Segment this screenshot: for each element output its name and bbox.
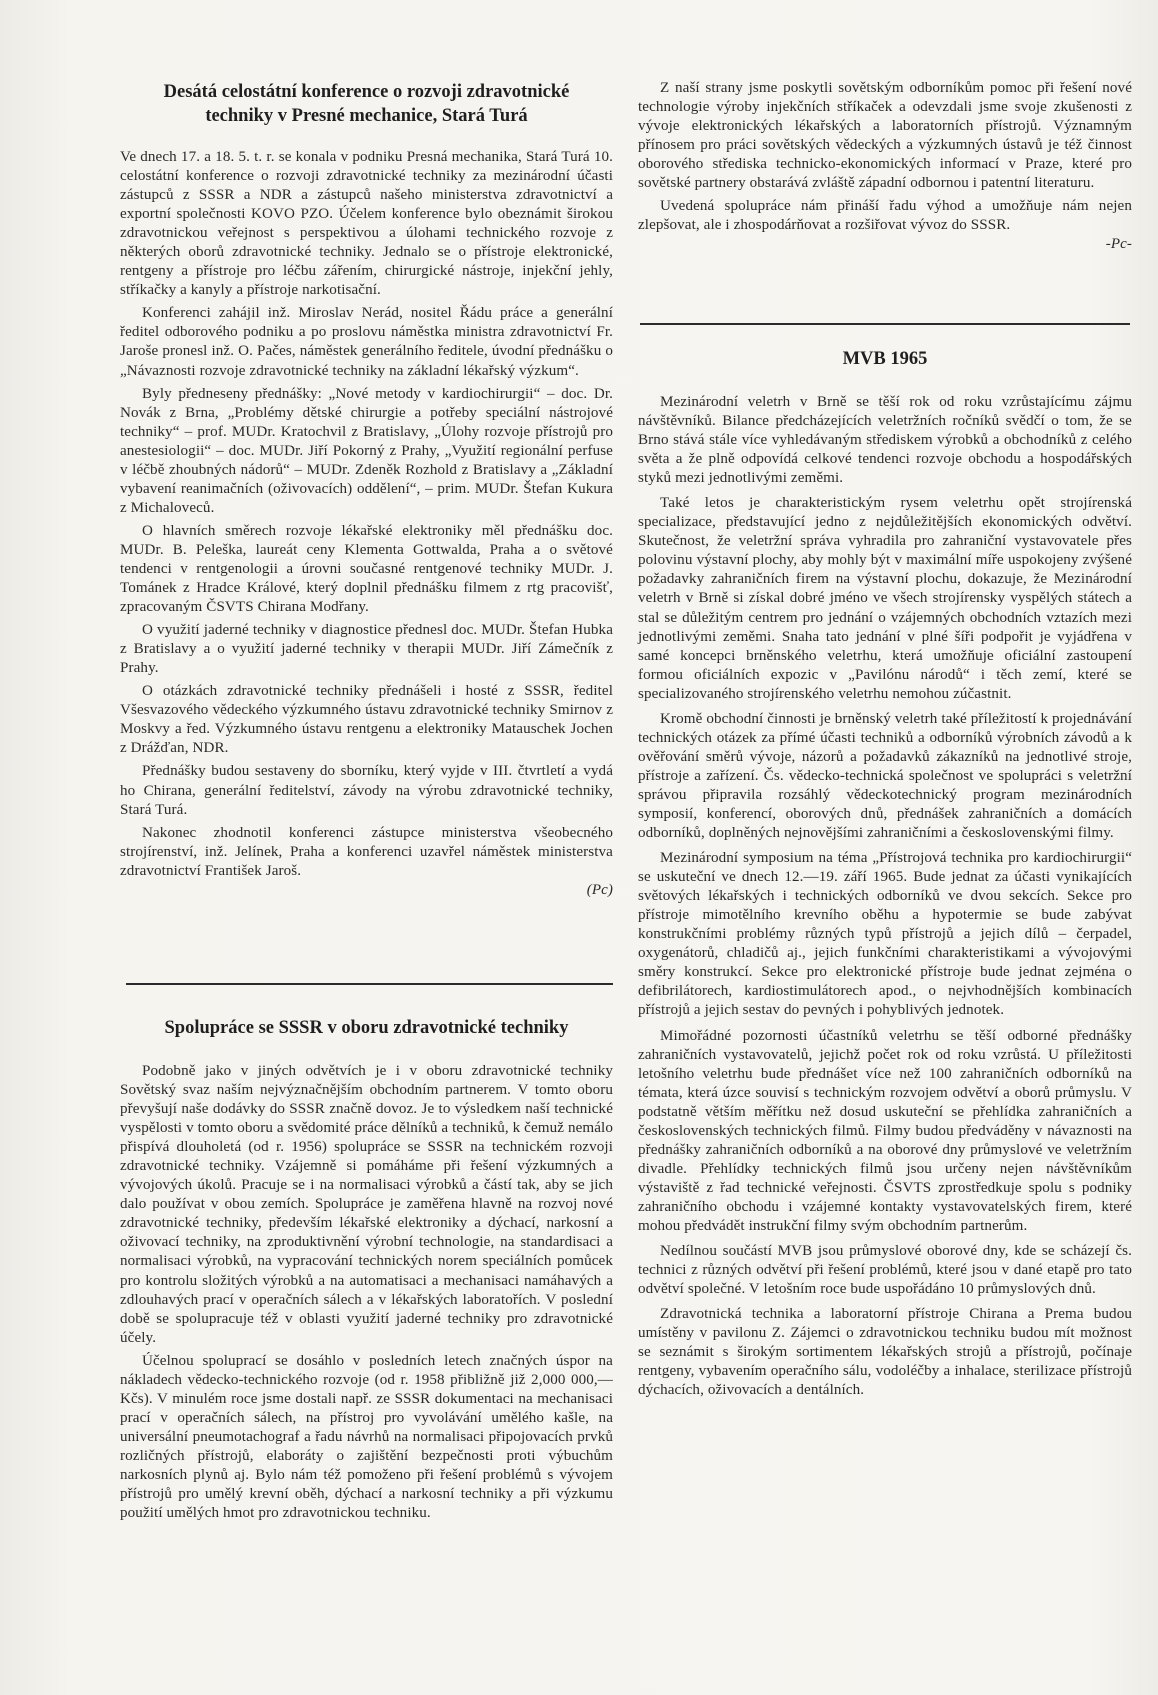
paragraph: Mezinárodní symposium na téma „Přístrojová technika pro kardiochirurgii“ se uskuteční ve dnech 12.—19. září 1965. Bude jednat za účasti vynikajících světových lékařských i technických odborníků ve dvou sekcích. Sekce pro přístroje mimotělního krevního oběhu a hypotermie se bude zabývat konstrukčními problémy různých typů přístrojů a jejich dílů – čerpadel, oxygenátorů, chladičů aj., jejich funkčními charakteristikami a vývojovými směry konstrukcí. Sekce pro elektronické přístroje bude jednat zejména o defibrilátorech, kardiostimulátorech apod., o nejvhodnějších kombinacích přístrojů a jejich sestav do pevných i pohyblivých jednotek. bbox=[638, 850, 1132, 1019]
paragraph: O využití jaderné techniky v diagnostice přednesl doc. MUDr. Štefan Hubka z Bratislavy a o využití jaderné techniky v therapii MUDr. Jiří Zámečník z Prahy. bbox=[120, 622, 613, 677]
author-signature: -Pc- bbox=[1105, 236, 1132, 253]
article-mvb-1965 bbox=[638, 347, 1132, 1400]
paragraph: Přednášky budou sestaveny do sborníku, který vyjde v III. čtvrtletí a vydá ho Chirana, generální ředitelství, závody na výrobu zdravotnické techniky, Stará Turá. bbox=[120, 763, 613, 818]
paragraph: Mezinárodní veletrh v Brně se těší rok od roku vzrůstajícímu zájmu návštěvníků. Bilance předcházejících veletržních ročníků svědčí o tom, že se Brno stává stále více vyhledávaným střediskem výrobků a obchodníků z celého světa a že plně odpovídá celkové tendenci rozvoje obchodu a hospodářských styků mezi jednotlivými zeměmi. bbox=[638, 394, 1132, 487]
paragraph: Nakonec zhodnotil konferenci zástupce ministerstva všeobecného strojírenství, inž. Jelínek, Praha a konferenci uzavřel náměstek ministerstva zdravotnictví František Jaroš. bbox=[120, 824, 613, 879]
paragraph: Uvedená spolupráce nám přináší řadu výhod a umožňuje nám nejen zlepšovat, ale i zhospodárňovat a rozšiřovat vývoz do SSSR. bbox=[638, 198, 1132, 234]
paragraph: Byly předneseny přednášky: „Nové metody v kardiochirurgii“ – doc. Dr. Novák z Brna, „Problémy dětské chirurgie a potřeby speciální nástrojové techniky“ – prof. MUDr. Kratochvil z Bratislavy, „Úlohy rozvoje přístrojů pro anestesiologii“ – doc. MUDr. Jiří Pokorný z Prahy, „Využití regionální perfuse v léčbě zhoubných nádorů“ – MUDr. Zdeněk Rozhold z Bratislavy a „Základní vybavení reanimačních (oživovacích) oddělení“, – prim. MUDr. Štefan Kukura z Michaloveců. bbox=[120, 385, 613, 516]
paragraph: Z naší strany jsme poskytli sovětským odborníkům pomoc při řešení nové technologie výroby injekčních stříkaček a odevzdali jsme svoje zkušenosti z vývoje elektronických lékařských a laboratorních přístrojů. Významným přínosem pro práci sovětských vědeckých a výzkumných ústavů je též činnost oborového střediska technicko-ekonomických informací v Praze, které pro sovětské partnery obstarává zvláště západní odbornou i patentní literaturu. bbox=[638, 80, 1132, 192]
article-cooperation-continued bbox=[638, 79, 1132, 254]
paragraph: Zdravotnická technika a laboratorní přístroje Chirana a Prema budou umístěny v pavilonu Z. Zájemci o zdravotnickou techniku budou mít možnost se seznámit s širokým sortimentem lékařských strojů a přístrojů, počínaje rentgeny, vybavením operačního sálu, vodoléčby a inhalace, sterilizace přístrojů dýchacích, oživovacích a dentálních. bbox=[638, 1306, 1132, 1399]
article-conference bbox=[120, 80, 613, 900]
article-title: techniky v Presné mechanice, Stará Turá bbox=[205, 106, 528, 126]
paragraph: Podobně jako v jiných odvětvích je i v oboru zdravotnické techniky Sovětský svaz naším nejvýznačnějším obchodním partnerem. V tomto oboru převyšují naše dodávky do SSSR značně dovoz. Je to výsledkem naší technické vyspělosti v tomto oboru a svědomité práce dělníků a techniků, k čemuž nemálo přispívá dlouholetá (od r. 1956) spolupráce se SSSR na technickém rozvoji zdravotnické techniky. Vzájemně si pomáháme při řešení výzkumných a vývojových úkolů. Pracuje se i na normalisaci výrobků a částí tak, aby se jich dalo používat v obou zemích. Spolupráce je zaměřena hlavně na rozvoj nové zdravotnické techniky, především lékařské elektroniky a dýchací, narkosní a oživovací techniky, na zproduktivnění výrobní technologie, na standardisaci a normalisaci výrobků, na vypracování technických norem speciálních pomůcek pro kontrolu složitých výrobků a na automatisaci a mechanisaci namáhavých a zdlouhavých prací v operačních sálech a v lékařských laboratořích. V poslední době se spolupracuje též v oblasti využití jaderné techniky pro zdravotnické účely. bbox=[120, 1063, 613, 1346]
article-title: Spolupráce se SSSR v oboru zdravotnické techniky bbox=[164, 1018, 569, 1038]
section-divider bbox=[640, 323, 1130, 325]
paragraph: Mimořádné pozornosti účastníků veletrhu se těší odborné přednášky zahraničních vystavovatelů, jejichž počet rok od roku vzrůstá. U příležitosti letošního veletrhu bude přednášet více než 100 zahraničních odborníků na témata, která úzce souvisí s technickým rozvojem odvětví a oborů průmyslu. V podstatně větším měřítku než dosud uskuteční se přehlídka zahraničních a československých technických filmů. Filmy budou předváděny v návaznosti na přednášky zahraničních odborníků a na oborové dny průmyslové ve veletržním divadle. Přehlídky technických filmů jsou určeny nejen návštěvníkům výstaviště z řad technické veřejnosti. ČSVTS zprostředkuje spolu s podniky zahraničního obchodu i vzájemné kontakty vystavovatelských firem, které mohou předvádět instrukční filmy svým obchodním partnerům. bbox=[638, 1027, 1132, 1234]
paragraph: Ve dnech 17. a 18. 5. t. r. se konala v podniku Presná mechanika, Stará Turá 10. celostátní konference o rozvoji zdravotnické techniky za mezinárodní účasti zástupců z SSSR a NDR a zástupců našeho ministerstva zdravotnictví a exportní společnosti KOVO PZO. Účelem konference bylo obeznámit širokou zdravotnickou veřejnost s perspektivou a úlohami technického rozvoje z některých oborů zdravotnické techniky. Jednalo se o přístroje elektronické, rentgeny a přístroje pro léčbu zářením, chirurgické nástroje, injekční jehly, stříkačky a kanyly a přístroje narkotisační. bbox=[120, 149, 613, 299]
article-cooperation bbox=[120, 1016, 613, 1523]
paragraph: Konferenci zahájil inž. Miroslav Nerád, nositel Řádu práce a generální ředitel odborového podniku a po proslovu náměstka ministra zdravotnictví Fr. Jaroše pronesl inž. O. Pačes, náměstek generálního ředitele, úvodní přednášku o „Návaznosti rozvoje zdravotnické techniky na základní lékařský výzkum“. bbox=[120, 305, 613, 379]
article-title: Desátá celostátní konference o rozvoji zdravotnické bbox=[163, 82, 570, 102]
paragraph: O otázkách zdravotnické techniky přednášeli i hosté z SSSR, ředitel Všesvazového vědeckého výzkumného ústavu zdravotnické techniky Smirnov z Moskvy a řed. Výzkumného ústavu rentgenu a elektroniky Matauschek Jochen z Drážďan, NDR. bbox=[120, 683, 613, 757]
paragraph: Nedílnou součástí MVB jsou průmyslové oborové dny, kde se scházejí čs. technici z různých odvětví při řešení problémů, které jsou v dané etapě pro tato odvětví společné. V letošním roce bude uspořádáno 10 průmyslových dnů. bbox=[638, 1243, 1132, 1298]
paragraph: Účelnou spoluprací se dosáhlo v posledních letech značných úspor na nákladech vědecko-technického rozvoje (od r. 1958 přibližně již 2,000 000,— Kčs). V minulém roce jsme dostali např. ze SSSR dokumentaci na mechanisaci prací v operačních sálech, na přístroj pro vyvolávání umělého kašle, na universální pneumotachograf a řadu návrhů na normalisaci připojovacích prvků rozličných přístrojů, elaboráty o zajištění bezpečnosti proti výbuchům narkosních plynů aj. Bylo nám též pomoženo při řešení problémů s vývojem přístrojů pro umělý krevní oběh, dýchací a narkosní techniky a při výzkumu použití umělých hmot pro zdravotnickou techniku. bbox=[120, 1352, 613, 1522]
paragraph: O hlavních směrech rozvoje lékařské elektroniky měl přednášku doc. MUDr. B. Peleška, laureát ceny Klementa Gottwalda, Praha a o světové tendenci v rentgenologii a úrovni současné rentgenové techniky MUDr. J. Tománek z Hradce Králové, který doplnil přednášku filmem z rtg pracovišť, zpracovaným ČSVTS Chirana Modřany. bbox=[120, 522, 613, 616]
author-signature: (Pc) bbox=[586, 881, 613, 898]
section-divider bbox=[126, 983, 613, 985]
paragraph: Kromě obchodní činnosti je brněnský veletrh také příležitostí k projednávání technických otázek za přímé účasti techniků a odborníků výrobních závodů a k ověřování směrů vývoje, názorů a požadavků zákazníků na jednotlivé stroje, přístroje a zařízení. Čs. vědecko-technická společnost ve spolupráci s veletržní správou připravila rozsáhlý vědeckotechnický program mezinárodních symposií, konferencí, oborových dnů, přednášek zahraničních a domácích odborníků, doplněných nejnovějšími zahraničními a československými filmy. bbox=[638, 710, 1132, 842]
paragraph: Také letos je charakteristickým rysem veletrhu opět strojírenská specializace, představující jedno z nejdůležitějších ekonomických odvětví. Skutečnost, že veletržní správa vyhradila pro zahraniční vystavovatele přes polovinu výstavní plochy, aby mohly být v maximální míře uspokojeny zvýšené požadavky zahraničních firem na výstavní plochu, dokazuje, že Mezinárodní veletrh v Brně si získal dobré jméno ve všech strojírensky vyspělých státech a stal se důležitým centrem pro jednání o vzájemných obchodních vztazích mezi jednotlivými zeměmi. Snaha tato jednání v plné šíři podpořit je vyjádřena v samé koncepci brněnského veletrhu, která umožňuje oficiální zastoupení formou oficiálních expozic v „Pavilónu národů“ i těch zemí, které se specializovaného strojírenského veletrhu nemohou zúčastnit. bbox=[638, 495, 1132, 702]
article-title: MVB 1965 bbox=[842, 349, 928, 369]
